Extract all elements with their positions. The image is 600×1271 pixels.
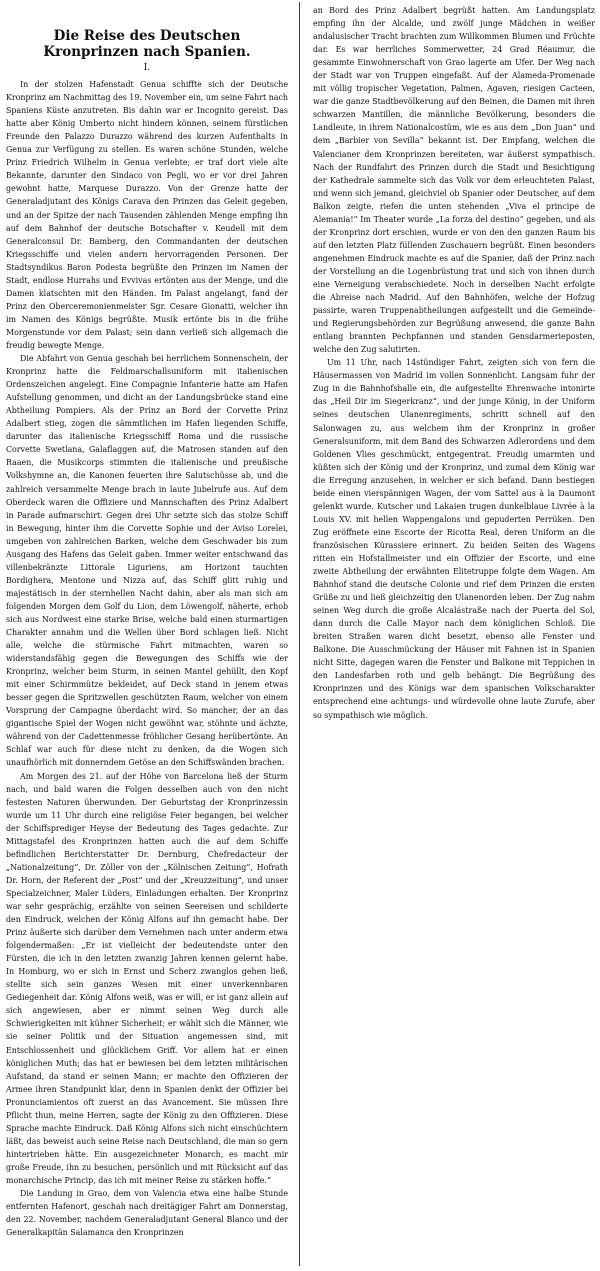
paragraph: Um 11 Uhr, nach 14stündiger Fahrt, zeigten sich von fern die Häusermassen von Madrid im vollen Sonnenlicht. Langsam fuhr der Zug in die Bahnhofshalle ein, die aufgestellte Ehrenwache intonirte das „Heil Dir im Siegerkranz“, und der junge König, in der Uniform seines deutschen Ulanenregiments, schritt schnell auf den Salonwagen zu, aus welchem ihm der Kronprinz in großer Generalsuniform, mit dem Band des Schwarzen Adlerordens und dem Goldenen Vlies geschmückt, entgegentrat. Freudig umarmten und küßten sich der König und der Kronprinz, und zumal dem König war die Erregung anzusehen, in welcher er sich befand. Dann bestiegen beide einen vierspännigen Wagen, der vom Sattel aus à la Daumont gelenkt wurde. Kutscher und Lakaien trugen dunkelblaue Livrée à la Louis XV. mit hellen Wappengalons und gepuderten Perrüken. Den Zug eröffnete eine Escorte der Ricotta Real, deren Uniform an die französischen Kürassiere erinnert. Zu beiden Seiten des Wagens ritten ein Hofstallmeister und ein Offizier der Escorte, und eine zweite Abtheilung der erwähnten Elitetruppe folgte dem Wagen. Am Bahnhof stand die deutsche Colonie und rief dem Prinzen die ersten Grüße zu und ließ gleichzeitig den Ulanenorden leben. Der Zug nahm seinen Weg durch die große Alcalástraße nach der Puerta del Sol, dann durch die Calle Mayor nach dem königlichen Schloß. Die breiten Straßen waren dicht besetzt, ebenso alle Fenster und Balkone. Die Ausschmückung der Häuser mit Fahnen ist in Spanien nicht Sitte, dagegen waren die Fenster und Balkone mit Teppichen in den Landesfarben roth und gelb behängt. Die Begrüßung des Kronprinzen und des Königs war dem spanischen Volkscharakter entsprechend eine achtungs- und würdevolle ohne laute Zurufe, aber so sympathisch wie möglich. xyxy=(313,358,595,720)
right-column xyxy=(313,4,595,1266)
paragraph: Am Morgen des 21. auf der Höhe von Barcelona ließ der Sturm nach, und bald waren die Folgen desselben auch von den nicht festesten Naturen überwunden. Der Geburtstag der Kronprinzessin wurde um 11 Uhr durch eine religiöse Feier begangen, bei welcher der Schiffsprediger Heyse der Bedeutung des Tages gedachte. Zur Mittagstafel des Kronprinzen hatten auch die auf dem Schiffe befindlichen Berichterstatter Dr. Dernburg, Chefredacteur der „Nationalzeitung“, Dr. Zöller von der „Kölnischen Zeitung“, Hofrath Dr. Horn, der Referent der „Post“ und der „Kreuzzeitung“, und unser Specialzeichner, Maler Lüders, Einladungen erhalten. Der Kronprinz war sehr gesprächig, erzählte von seinen Seereisen und schilderte den Eindruck, welchen der König Alfons auf ihn gemacht habe. Der Prinz äußerte sich darüber dem Vernehmen nach unter anderm etwa folgendermaßen: „Er ist vielleicht der bedeutendste unter den Fürsten, die ich in den letzten zwanzig Jahren kennen gelernt habe. In Homburg, wo er sich in Ernst und Scherz zwanglos gehen ließ, stellte sich sein ganzes Wesen mit einer unverkennbaren Gediegenheit dar. König Alfons weiß, was er will, er ist ganz allein auf sich angewiesen, aber er nimmt seinen Weg durch alle Schwierigkeiten mit kühner Sicherheit; er wählt sich die Männer, wie sie seiner Politik und der Situation angemessen sind, mit Entschlossenheit und glücklichem Griff. Vor allem hat er einen königlichen Muth; das hat er bewiesen bei dem letzten militärischen Aufstand, da stand er seinen Mann; er machte den Offizieren der Armee ihren Standpunkt klar, denn in Spanien denkt der Offizier bei Pronunciamientos oft zuerst an das Avancement. Sie müssen Ihre Pflicht thun, meine Herren, sagte der König zu den Offizieren. Diese Sprache machte Eindruck. Daß König Alfons sich nicht einschüchtern läßt, das beweist auch seine Reise nach Deutschland, die man so gern hintertrieben hätte. Ein ausgezeichneter Monarch, es macht mir große Freude, ihn zu besuchen, persönlich und mit Rücksicht auf das monarchische Princip, das ich mit meiner Reise zu stärken hoffe.“ xyxy=(6,771,288,1185)
paragraph: Die Landung in Grao, dem von Valencia etwa eine halbe Stunde entfernten Hafenort, geschah nach dreitägiger Fahrt am Donnerstag, den 22. November, nachdem Generaladjutant General Blanco und der Generalkapitän Salamanca den Kronprinzen xyxy=(6,1189,288,1238)
section-number: I. xyxy=(143,63,151,73)
paragraph: an Bord des Prinz Adalbert begrüßt hatten. Am Landungsplatz empfing ihn der Alcalde, und zwölf junge Mädchen in weißer andalusischer Tracht brachten zum Willkommen Blumen und Früchte dar. Es war herrliches Sommerwetter, 24 Grad Réaumur, die gesammte Einwohnerschaft von Grao lagerte am Ufer. Der Weg nach der Stadt war von Truppen eingefaßt. Auf der Alameda-Promenade mit völlig tropischer Vegetation, Palmen, Agaven, riesigen Cacteen, war die ganze Stadtbevölkerung auf den Beinen, die Damen mit ihren schwarzen Mantillen, die männliche Bevölkerung, besonders die Landleute, in ihrem Nationalcostüm, wie es aus dem „Don Juan“ und dem „Barbier von Sevilla“ bekannt ist. Der Empfang, welchen die Valencianer dem Kronprinzen bereiteten, war äußerst sympathisch. Nach der Rundfahrt des Prinzen durch die Stadt und Besichtigung der Kathedrale sammelte sich das Volk vor dem erleuchteten Palast, und wenn sich jemand, gleichviel ob Spanier oder Deutscher, auf dem Balkon zeigte, riefen die unten stehenden „Viva el principe de Alemania!“ Im Theater wurde „La forza del destino“ gegeben, und als der Kronprinz dort erschien, wurde er von den den ganzen Raum bis auf den letzten Platz füllenden Zuschauern begrüßt. Einen besonders angenehmen Eindruck machte es auf die Spanier, daß der Prinz nach der Vorstellung an die Logenbrüstung trat und sich von ihnen durch eine Verneigung verabschiedete. Noch in derselben Nacht erfolgte die Abreise nach Madrid. Auf den Bahnhöfen, welche der Hofzug passirte, waren Truppenabtheilungen aufgestellt und die Gemeinde- und Regierungsbehörden zur Begrüßung anwesend, die ganze Bahn entlang brannten Pechpfannen und standen Gensdarmerieposten, welche den Zug salutirten. xyxy=(313,6,595,355)
left-column xyxy=(6,28,288,1266)
paragraph: In der stolzen Hafenstadt Genua schiffte sich der Deutsche Kronprinz am Nachmittag des 19. November ein, um seine Fahrt nach Spaniens Küste anzutreten. Bis dahin war er Incognito gereist. Das hatte aber König Umberto nicht hindern können, seinem fürstlichen Freunde den Palazzo Durazzo während des kurzen Aufenthalts in Genua zur Verfügung zu stellen. Es waren schöne Stunden, welche Prinz Friedrich Wilhelm in Genua verlebte; er traf dort viele alte Bekannte, darunter den Sindaco von Pegli, wo er vor drei Jahren gewohnt hatte, Marquese Durazzo. Von der Grenze hatte der Generaladjutant des Königs Carava den Prinzen das Geleit gegeben, und an der Spitze der nach Tausenden zählenden Menge empfing ihn auf dem Bahnhof der deutsche Botschafter v. Keudell mit dem Generalconsul Dr. Bamberg, den Commandanten der deutschen Kriegsschiffe und vielen andern hervorragenden Personen. Der Stadtsyndikus Baron Podesta begrüßte den Prinzen im Namen der Stadt, endlose Hurrahs und Evvivas ertönten aus der Menge, und die Damen klatschten mit den Händen. Im Palast angelangt, fand der Prinz den Oberceremonienmeister Sgr. Cesare Gionatti, welcher ihn im Namen des Königs begrüßte. Musik ertönte bis in die frühe Morgenstunde vor dem Palast; sein dann verließ sich allgemach die freudig bewegte Menge. xyxy=(6,80,288,350)
paragraph: Die Abfahrt von Genua geschah bei herrlichem Sonnenschein, der Kronprinz hatte die Feldmarschallsuniform mit italienischen Ordenszeichen angelegt. Eine Compagnie Infanterie hatte am Hafen Aufstellung genommen, und dicht an der Landungsbrücke stand eine Abtheilung Pompiers. Als der Prinz an Bord der Corvette Prinz Adalbert stieg, zogen die sämmtlichen im Hafen liegenden Schiffe, darunter das italienische Kriegsschiff Roma und die russische Corvette Swetlana, Galaflaggen auf, die Matrosen standen auf den Raaen, die Musikcorps stimmten die italienische und preußische Volkshymne an, die Kanonen feuerten ihre Salutschüsse ab, und die zahlreich versammelte Menge brach in laute Jubelrufe aus. Auf dem Oberdeck waren die Offiziere und Mannschaften des Prinz Adalbert in Parade aufmarschirt. Gegen drei Uhr setzte sich das stolze Schiff in Bewegung, hinter ihm die Corvette Sophie und der Aviso Lorelei, umgeben von zahlreichen Barken, welche dem Geschwader bis zum Ausgang des Hafens das Geleit gaben. Immer weiter entschwand das villenbekränzte Littorale Liguriens, am Horizont tauchten Bordighera, Mentone und Nizza auf, das Schiff glitt ruhig und majestätisch in der sternhellen Nacht dahin, aber als man sich am folgenden Morgen dem Golf du Lion, dem Löwengolf, näherte, erhob sich aus Nordwest eine starke Brise, welche bald einen sturmartigen Charakter annahm und die Wellen über Bord schlagen ließ. Nicht alle, welche die stürmische Fahrt mitmachten, waren so widerstandsfähig gegen die Bewegungen des Schiffs wie der Kronprinz, welcher beim Sturm, in seinen Mantel gehüllt, den Kopf mit einer Schirmmütze bekleidet, auf Deck stand in jenem etwas besser gegen die Spritzwellen geschützten Raum, welcher von einem Vorsprung der Campagne überdacht wird. So mancher, der an das gigantische Spiel der Wogen nicht gewöhnt war, stöhnte und ächzte, während von der Cadettenmesse fröhlicher Gesang herübertönte. An Schlaf war auch für diese nicht zu denken, da die Wogen sich unaufhörlich mit donnerndem Getöse an den Schiffswänden brachen. xyxy=(6,354,288,768)
column-divider xyxy=(299,2,300,1266)
article-title: Die Reise des Deutschen Kronprinzen nach Spanien. xyxy=(43,28,251,60)
